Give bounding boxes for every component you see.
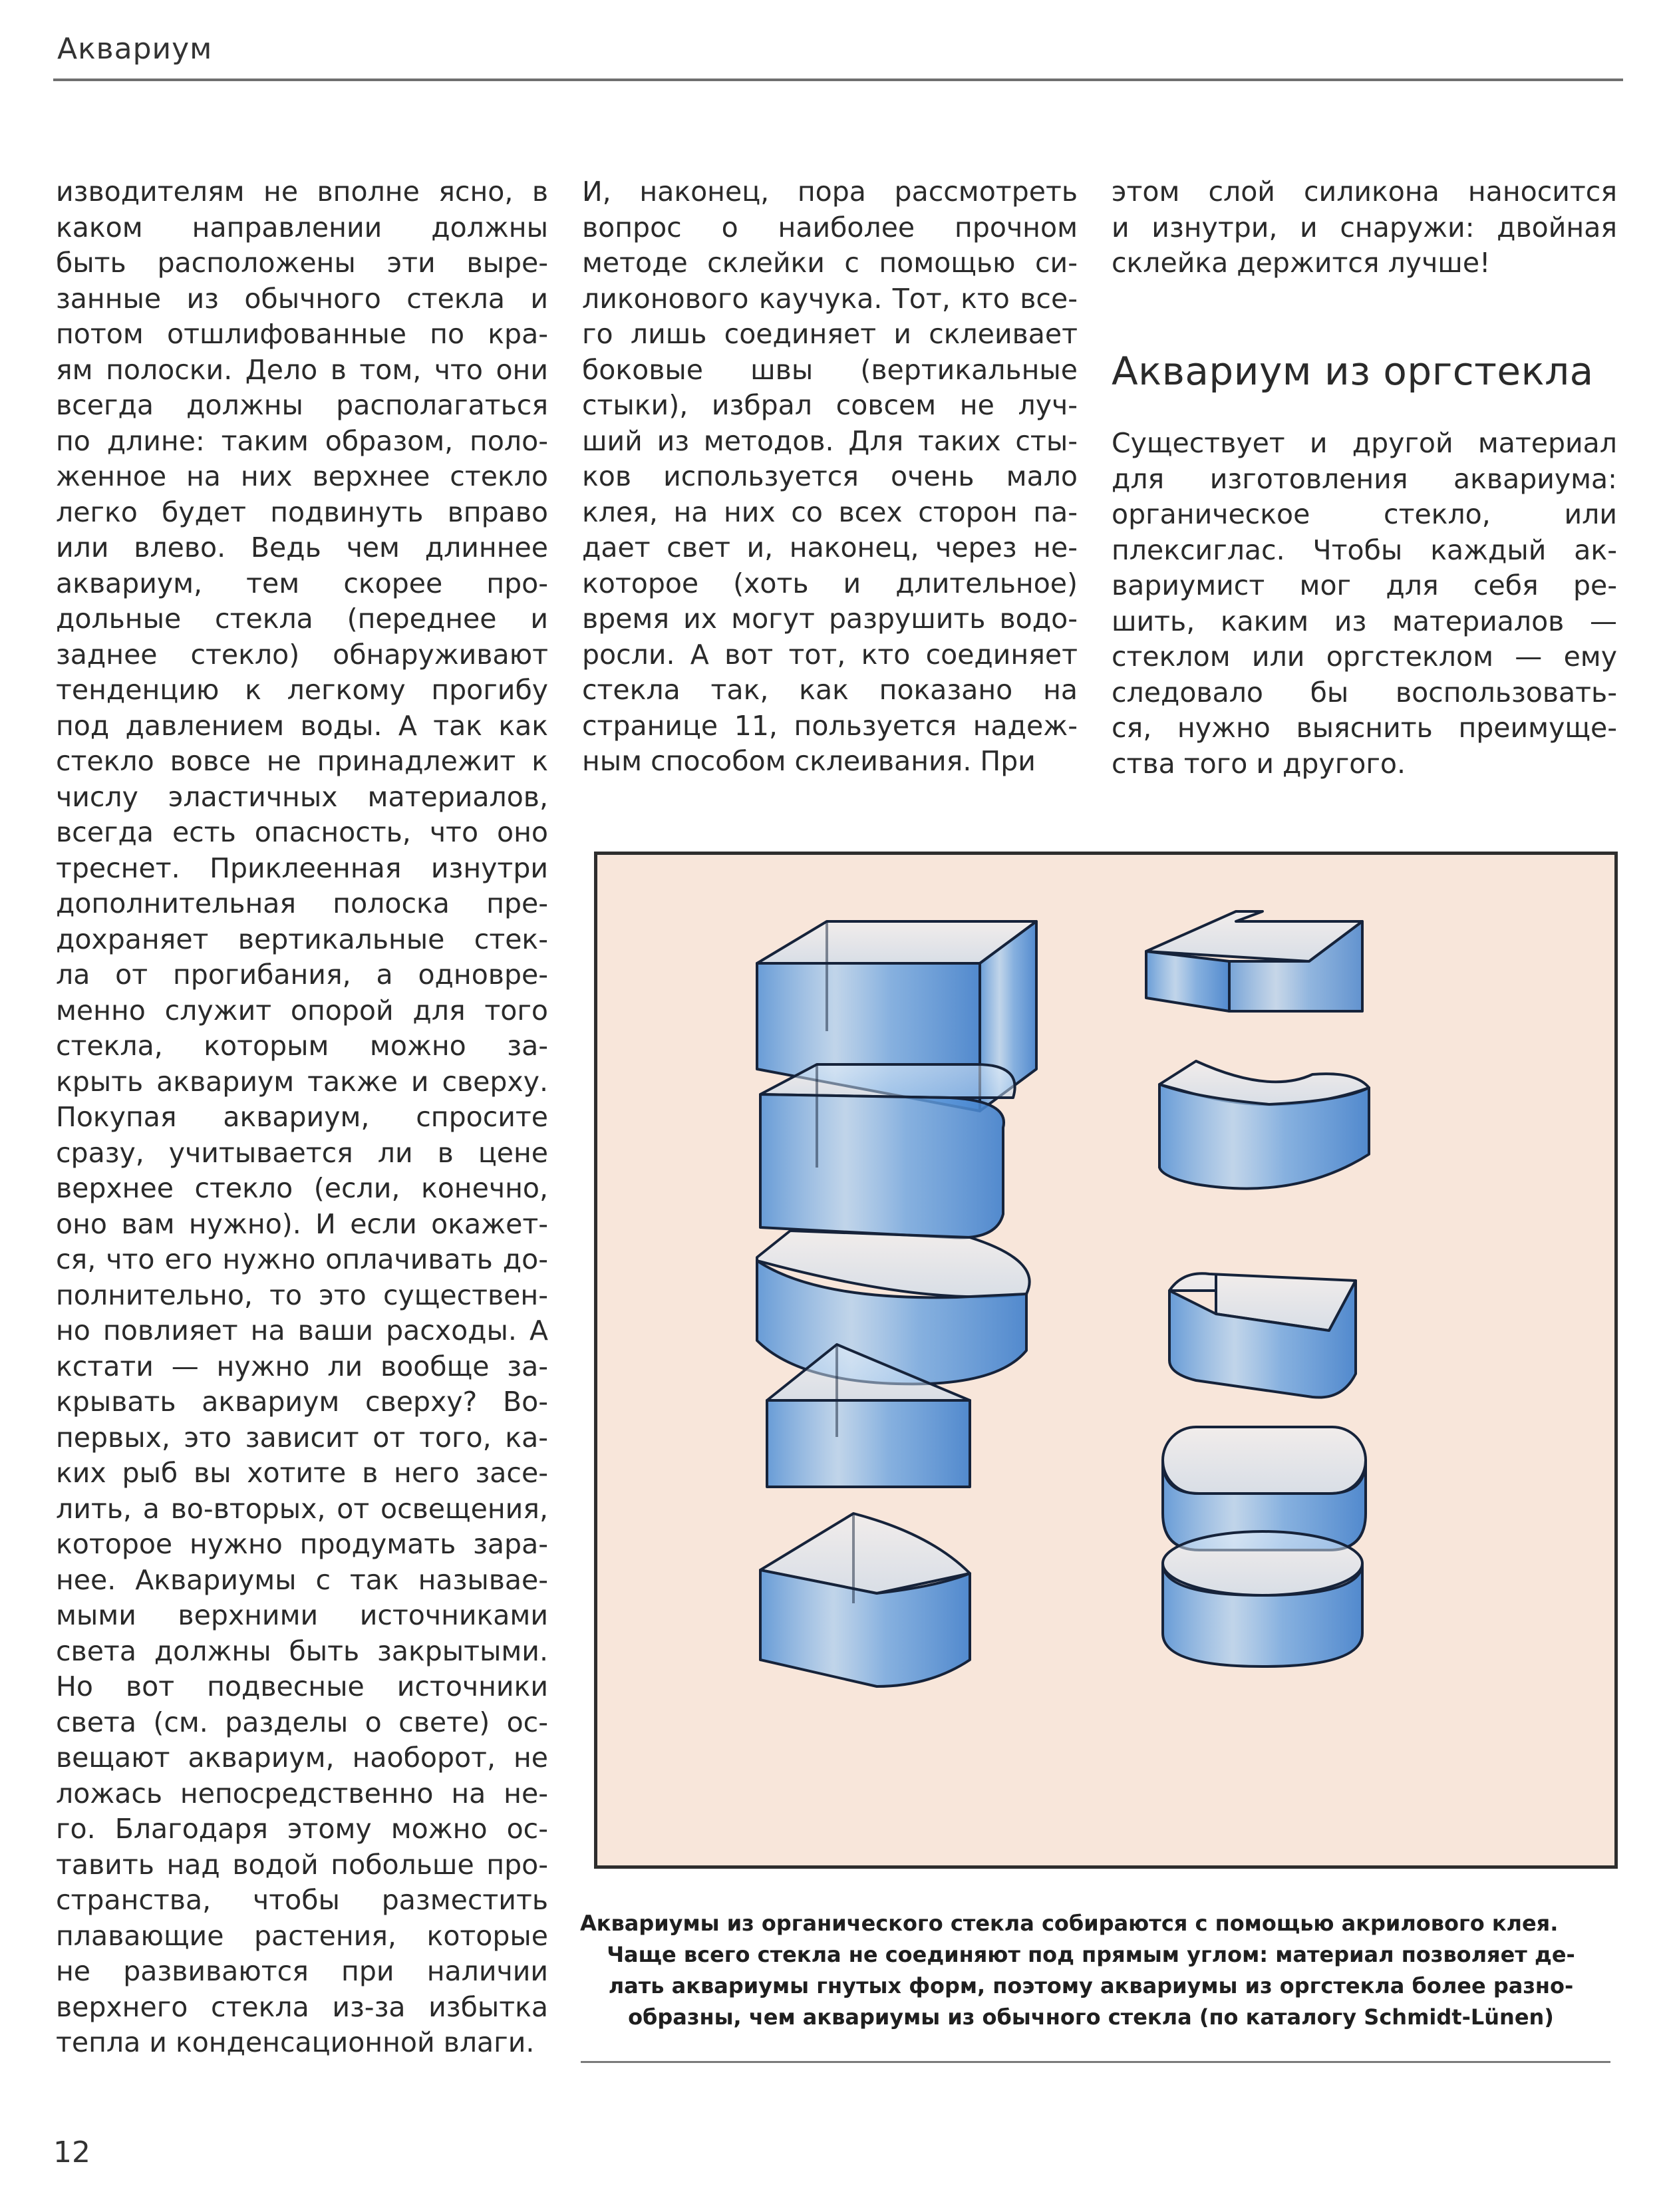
text-line: стыки), избрал совсем не луч- [582, 389, 1078, 421]
text-line: мыми верхними источниками [56, 1599, 548, 1631]
shape-quarter-round-tank [760, 1513, 970, 1686]
shape-u-shaped-tank [1169, 1273, 1356, 1397]
text-line: менно служит опорой для того [56, 994, 548, 1027]
text-line: плексиглас. Чтобы каждый ак- [1112, 534, 1617, 566]
text-line: время их могут разрушить водо- [582, 603, 1078, 635]
text-line: света (см. разделы о свете) ос- [56, 1706, 548, 1738]
text-line: занные из обычного стекла и [56, 282, 548, 315]
text-line: верхнего стекла из-за избытка [56, 1990, 548, 2023]
text-line: дохраняет вертикальные стек- [56, 923, 548, 955]
text-line: числу эластичных материалов, [56, 780, 548, 813]
text-line: оно вам нужно). И если окажет- [56, 1207, 548, 1240]
text-line: быть расположены эти выре- [56, 247, 548, 279]
text-line: крывать аквариум сверху? Во- [56, 1386, 548, 1418]
text-line: плавающие растения, которые [56, 1919, 548, 1952]
shape-l-shaped-tank [1146, 911, 1362, 1011]
text-line: всегда должны располагаться [56, 389, 548, 421]
text-line: ся, нужно выяснить преимуще- [1112, 712, 1617, 744]
text-column-2 [582, 174, 1078, 780]
text-line: лать аквариумы гнутых форм, поэтому аквариумы из оргстекла более разно- [608, 1973, 1574, 1998]
text-line: нее. Аквариумы с так называе- [56, 1563, 548, 1596]
text-line: Но вот подвесные источники [56, 1670, 548, 1702]
text-line: всегда есть опасность, что оно [56, 816, 548, 848]
shape-concave-tank [1159, 1061, 1369, 1189]
text-line: тавить над водой побольше про- [56, 1848, 548, 1881]
text-line: по длине: таким образом, поло- [56, 424, 548, 457]
text-line: стекла, которым можно за- [56, 1030, 548, 1062]
text-line: росли. А вот тот, кто соединяет [582, 638, 1078, 671]
text-column-3-top [1112, 174, 1617, 281]
text-line: каком направлении должны [56, 211, 548, 243]
shape-half-cylinder-tank [757, 1231, 1030, 1384]
text-line: ла от прогибания, а одновре- [56, 959, 548, 991]
text-line: первых, это зависит от того, ка- [56, 1421, 548, 1454]
section-heading: Аквариум из оргстекла [1112, 349, 1594, 394]
text-line: ся, что его нужно оплачивать до- [56, 1243, 548, 1275]
text-line: и изнутри, и снаружи: двойная [1112, 211, 1617, 243]
text-column-3-bottom [1112, 426, 1617, 782]
aquarium-shapes-figure [594, 852, 1618, 1869]
text-line: тепла и конденсационной влаги. [56, 2026, 535, 2058]
text-line: полнительно, то это существен- [56, 1279, 548, 1311]
text-line: тенденцию к легкому прогибу [56, 674, 548, 706]
text-line: го. Благодаря этому можно ос- [56, 1813, 548, 1845]
header-rule [53, 79, 1623, 81]
text-line: для изготовления аквариума: [1112, 462, 1617, 495]
text-line: вариумист мог для себя ре- [1112, 569, 1617, 601]
text-line: го лишь соединяет и склеивает [582, 318, 1078, 350]
caption-rule [581, 2061, 1610, 2063]
text-line: которое нужно продумать зара- [56, 1528, 548, 1560]
text-line: ликонового каучука. Тот, кто все- [582, 282, 1078, 315]
text-line: образны, чем аквариумы из обычного стекла (по каталогу Schmidt-Lünen) [628, 2004, 1554, 2030]
text-line: странице 11, пользуется надеж- [582, 709, 1078, 742]
text-line: легко будет подвинуть вправо [56, 496, 548, 528]
text-line: склейка держится лучше! [1112, 247, 1491, 279]
text-line: ких рыб вы хотите в него засе- [56, 1457, 548, 1489]
text-line: ям полоски. Дело в том, что они [56, 353, 548, 386]
text-line: ков используется очень мало [582, 460, 1078, 492]
text-line: но повлияет на ваши расходы. А [56, 1315, 548, 1346]
text-line: заднее стекло) обнаруживают [56, 638, 548, 671]
text-line: И, наконец, пора рассмотреть [582, 176, 1078, 208]
text-line: верхнее стекло (если, конечно, [56, 1172, 548, 1204]
running-header: Аквариум [57, 32, 213, 66]
text-line: странства, чтобы разместить [56, 1884, 548, 1916]
text-line: ложась непосредственно на не- [56, 1777, 548, 1810]
text-line: боковые швы (вертикальные [582, 353, 1078, 386]
text-line: женное на них верхнее стекло [56, 460, 548, 492]
text-line: лить, а во-вторых, от освещения, [56, 1492, 548, 1525]
text-line: клея, на них со всех сторон па- [582, 496, 1078, 528]
shape-cylinder-tank [1163, 1531, 1362, 1666]
text-line: Аквариумы из органического стекла собираются с помощью акрилового клея. [580, 1911, 1559, 1936]
text-line: дает свет и, наконец, через не- [582, 532, 1078, 563]
text-line: ным способом склеивания. При [582, 745, 1036, 777]
text-line: потом отшлифованные по кра- [56, 318, 548, 350]
text-line: кстати — нужно ли вообще за- [56, 1350, 548, 1382]
text-line: сразу, учитывается ли в цене [56, 1136, 548, 1169]
text-line: этом слой силикона наносится [1112, 176, 1617, 208]
text-line: вещают аквариум, наоборот, не [56, 1742, 548, 1774]
text-line: стеклом или оргстеклом — ему [1112, 641, 1617, 673]
text-line: Чаще всего стекла не соединяют под прямым углом: материал позволяет де- [607, 1942, 1575, 1967]
text-line: аквариум, тем скорее про- [56, 567, 548, 599]
page-number: 12 [53, 2135, 90, 2169]
text-line: органическое стекло, или [1112, 498, 1617, 530]
text-column-1 [56, 174, 548, 2061]
shape-rounded-end-tank [760, 1064, 1015, 1238]
text-line: шить, каким из материалов — [1112, 605, 1617, 637]
text-line: Существует и другой материал [1112, 427, 1617, 459]
text-line: ства того и другого. [1112, 747, 1406, 780]
text-line: стекла так, как показано на [582, 674, 1078, 706]
text-line: или влево. Ведь чем длиннее [56, 532, 548, 563]
text-line: света должны быть закрытыми. [56, 1635, 548, 1667]
text-line: дольные стекла (переднее и [56, 603, 548, 635]
text-line: ший из методов. Для таких сты- [582, 424, 1078, 457]
text-line: Покупая аквариум, спросите [56, 1101, 548, 1133]
text-line: дополнительная полоска пре- [56, 887, 548, 919]
text-line: вопрос о наиболее прочном [582, 211, 1078, 243]
text-line: крыть аквариум также и сверху. [56, 1065, 548, 1098]
text-line: под давлением воды. А так как [56, 709, 548, 742]
text-line: стекло вовсе не принадлежит к [56, 745, 548, 777]
text-line: треснет. Приклеенная изнутри [56, 852, 548, 884]
text-line: изводителям не вполне ясно, в [56, 176, 548, 208]
text-line: не развиваются при наличии [56, 1955, 548, 1987]
aquarium-shapes-illustration [597, 855, 1614, 1865]
text-line: следовало бы воспользовать- [1112, 676, 1617, 709]
figure-caption [580, 1908, 1602, 2033]
text-line: методе склейки с помощью си- [582, 247, 1078, 279]
text-line: которое (хоть и длительное) [582, 567, 1078, 599]
